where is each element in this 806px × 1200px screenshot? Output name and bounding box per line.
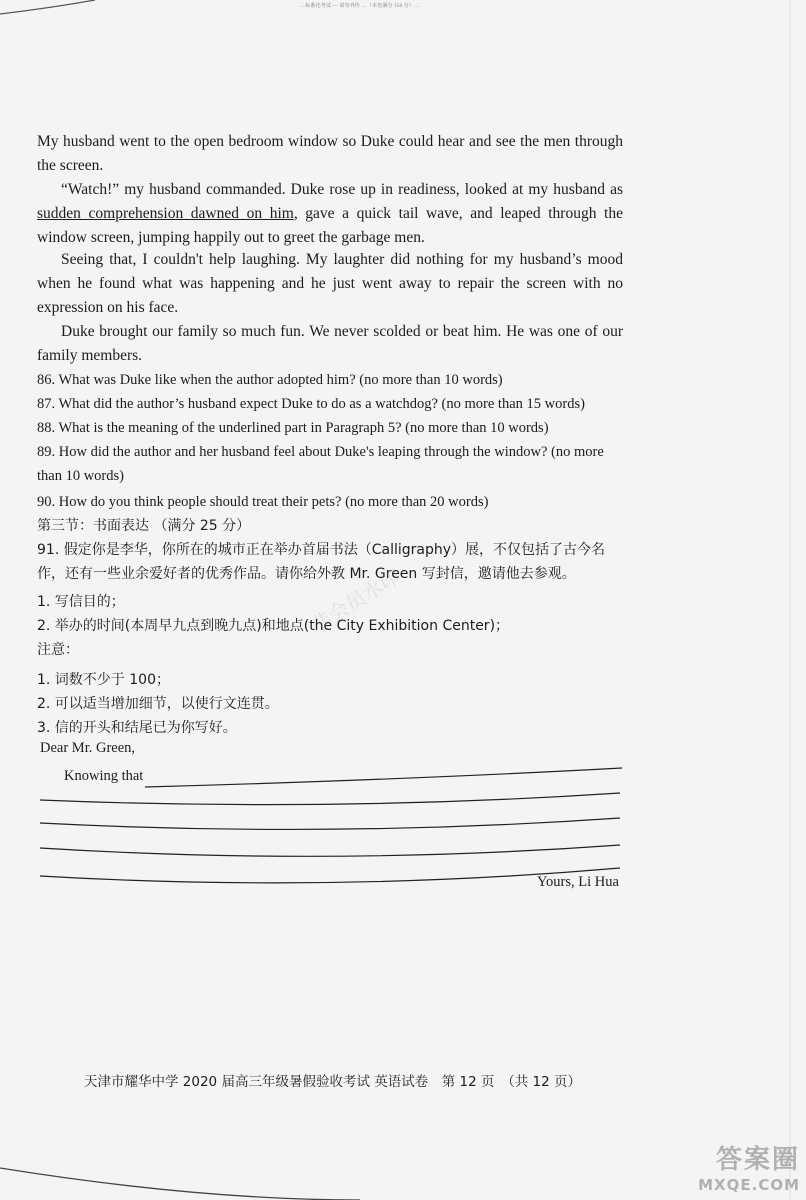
site-url: MXQE.COM — [698, 1176, 800, 1194]
note-2: 2. 可以适当增加细节，以使行文连贯。 — [37, 696, 279, 712]
question-87: 87. What did the author’s husband expect Duke to do as a watchdog? (no more than 15 words) — [37, 396, 585, 412]
note-3: 3. 信的开头和结尾已为你写好。 — [37, 720, 237, 736]
question-90: 90. How do you think people should treat their pets? (no more than 20 words) — [37, 494, 489, 510]
requirement-1: 1. 写信目的； — [37, 594, 125, 610]
site-watermark — [698, 1139, 800, 1194]
question-89: 89. How did the author and her husband feel about Duke's leaping through the window? (no more than 10 words) — [37, 444, 604, 484]
site-logo: 答案圈 — [715, 1145, 800, 1175]
passage-paragraph-4: Duke brought our family so much fun. We never scolded or beat him. He was one of our family members. — [37, 323, 623, 364]
paragraph-2-text-b: , gave a quick tail wave, and leaped through the window screen, jumping happily out to greet the garbage men. — [37, 205, 623, 246]
letter-opening: Knowing that — [64, 768, 144, 784]
underlined-phrase: sudden comprehension dawned on him — [37, 205, 294, 222]
passage-paragraph-1: My husband went to the open bedroom window so Duke could hear and see the men through the screen. — [37, 133, 623, 174]
requirement-2: 2. 举办的时间(本周早九点到晚九点)和地点(the City Exhibition Center)； — [37, 618, 510, 634]
letter-greeting: Dear Mr. Green, — [40, 740, 136, 756]
passage-paragraph-3: Seeing that, I couldn't help laughing. My laughter did nothing for my husband’s mood when he found what was happening and he just went away to repair the screen with no expression on his face. — [37, 251, 623, 316]
paragraph-2-text-a: “Watch!” my husband commanded. Duke rose up in readiness, looked at my husband as — [61, 181, 623, 198]
question-86: 86. What was Duke like when the author adopted him? (no more than 10 words) — [37, 372, 503, 388]
note-1: 1. 词数不少于 100； — [37, 672, 170, 688]
header-note: …标准化考试 — 请勿外传 …（本卷满分 150 分）… — [300, 4, 420, 9]
section-3-title: 第三节：书面表达 （满分 25 分） — [37, 518, 251, 534]
letter-closing: Yours, Li Hua — [537, 874, 619, 890]
writing-prompt: 91. 假定你是李华，你所在的城市正在举办首届书法（Calligraphy）展，不仅包括了古今名作，还有一些业余爱好者的优秀作品。请你给外教 Mr. Green 写封信，邀请他去参观。 — [37, 542, 606, 582]
page-footer: 天津市耀华中学 2020 届高三年级暑假验收考试 英语试卷 第 12 页 （共 12 页） — [84, 1074, 582, 1090]
question-88: 88. What is the meaning of the underlined part in Paragraph 5? (no more than 10 words) — [37, 420, 549, 436]
notes-label: 注意： — [37, 642, 79, 658]
watermark-text: 非会员水印 — [307, 564, 405, 638]
